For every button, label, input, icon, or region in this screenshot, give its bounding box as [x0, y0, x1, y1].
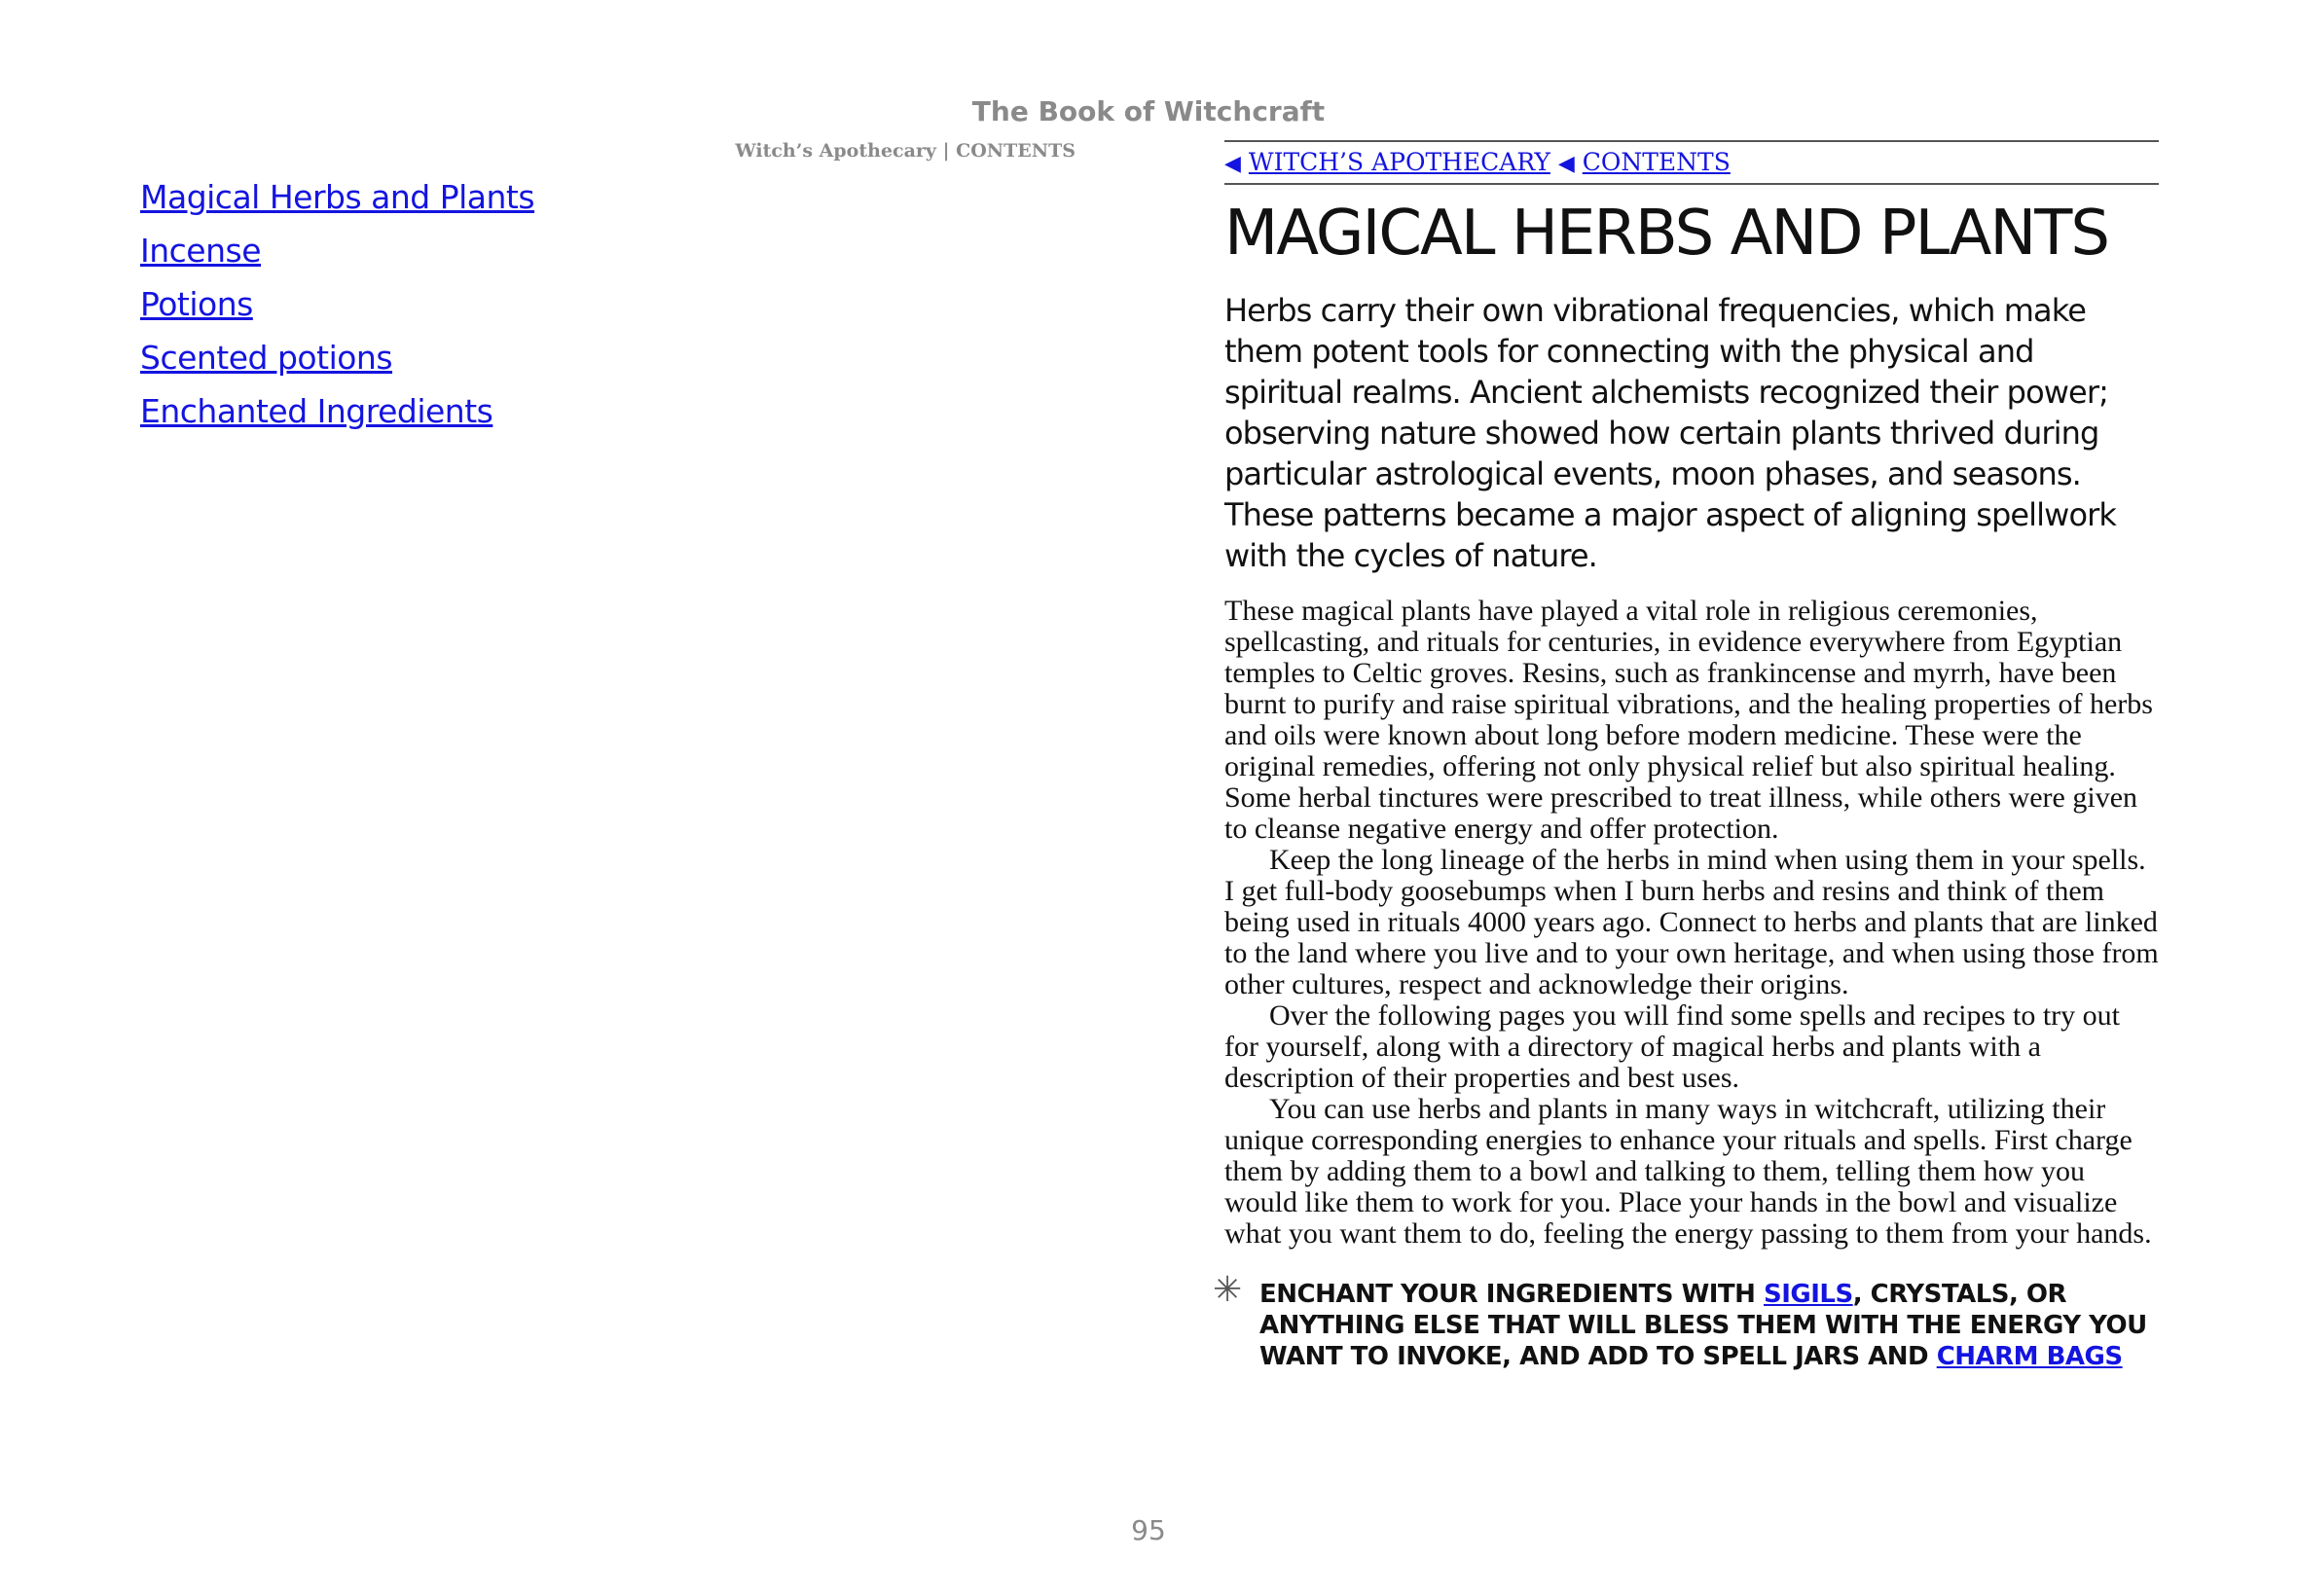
toc-link-incense[interactable]: Incense [140, 232, 262, 270]
toc-link-potions[interactable]: Potions [140, 285, 253, 323]
lead-paragraph: Herbs carry their own vibrational frequencies, which make them potent tools for connecting with the physical and spiritual realms. Ancient alchemists recognized their power; observing nature showed how certain plants thrived during particular astrological events, moon phases, and seasons. These patterns became a major aspect of aligning spellwork with the cycles of nature. [1224, 292, 2117, 574]
toc-link-scented-potions[interactable]: Scented potions [140, 339, 393, 377]
body-paragraph: Over the following pages you will find some spells and recipes to try out for yourself, along with a directory of magical herbs and plants with a description of their properties and best uses. [1224, 999, 2120, 1094]
chapter-heading: MAGICAL HERBS AND PLANTS [1224, 198, 2108, 270]
body-paragraph: Keep the long lineage of the herbs in mind when using them in your spells. I get full-body goosebumps when I burn herbs and resins and think of them being used in rituals 4000 years ago. Connect to herbs and plants that are linked to the land where you live and to your own heritage, and when using those from other cultures, respect and acknowledge their origins. [1224, 844, 2159, 1000]
toc-link-magical-herbs-and-plants[interactable]: Magical Herbs and Plants [140, 178, 535, 216]
breadcrumb-link-witchs-apothecary[interactable]: WITCH’S APOTHECARY [1248, 148, 1550, 176]
link-charm-bags[interactable]: CHARM BAGS [1936, 1342, 2123, 1371]
asterisk-star-icon: ✳ [1213, 1270, 1242, 1310]
book-title: The Book of Witchcraft [971, 95, 1326, 127]
page-number: 95 [1131, 1514, 1166, 1546]
nav-bottom-rule [1224, 183, 2159, 185]
breadcrumb-link-contents[interactable]: CONTENTS [1582, 148, 1731, 176]
callout-text: , CRYSTALS, OR ANYTHING ELSE THAT WILL BLESS THEM WITH THE ENERGY YOU WANT TO INVOKE, AND ADD TO SPELL JARS AND [1259, 1280, 2147, 1371]
toc-link-enchanted-ingredients[interactable]: Enchanted Ingredients [140, 392, 493, 430]
back-arrow-icon: ◀ [1224, 152, 1241, 176]
body-paragraph: These magical plants have played a vital role in religious ceremonies, spellcasting, and rituals for centuries, in evidence everywhere from Egyptian temples to Celtic groves. Resins, such as frankincense and myrrh, have been burnt to purify and raise spiritual vibrations, and the healing properties of herbs and oils were known about long before modern medicine. These were the original remedies, offering not only physical relief but also spiritual healing. Some herbal tinctures were prescribed to treat illness, while others were given to cleanse negative energy and offer protection. [1224, 595, 2153, 845]
running-head: Witch’s Apothecary | CONTENTS [735, 140, 1076, 162]
body-paragraph: You can use herbs and plants in many ways in witchcraft, utilizing their unique corresponding energies to enhance your rituals and spells. First charge them by adding them to a bowl and talking to them, telling them how you would like them to work for you. Place your hands in the bowl and visualize what you want them to do, feeling the energy passing to them from your hands. [1224, 1093, 2152, 1250]
contents-list [140, 177, 821, 445]
back-arrow-icon: ◀ [1557, 152, 1575, 176]
chapter-breadcrumb [1224, 142, 2159, 183]
tip-callout [1213, 1270, 2159, 1372]
callout-text: ENCHANT YOUR INGREDIENTS WITH [1259, 1280, 1764, 1309]
chapter-page [1213, 140, 2159, 1372]
body-text [1224, 596, 2159, 1250]
link-sigils[interactable]: SIGILS [1763, 1280, 1853, 1309]
